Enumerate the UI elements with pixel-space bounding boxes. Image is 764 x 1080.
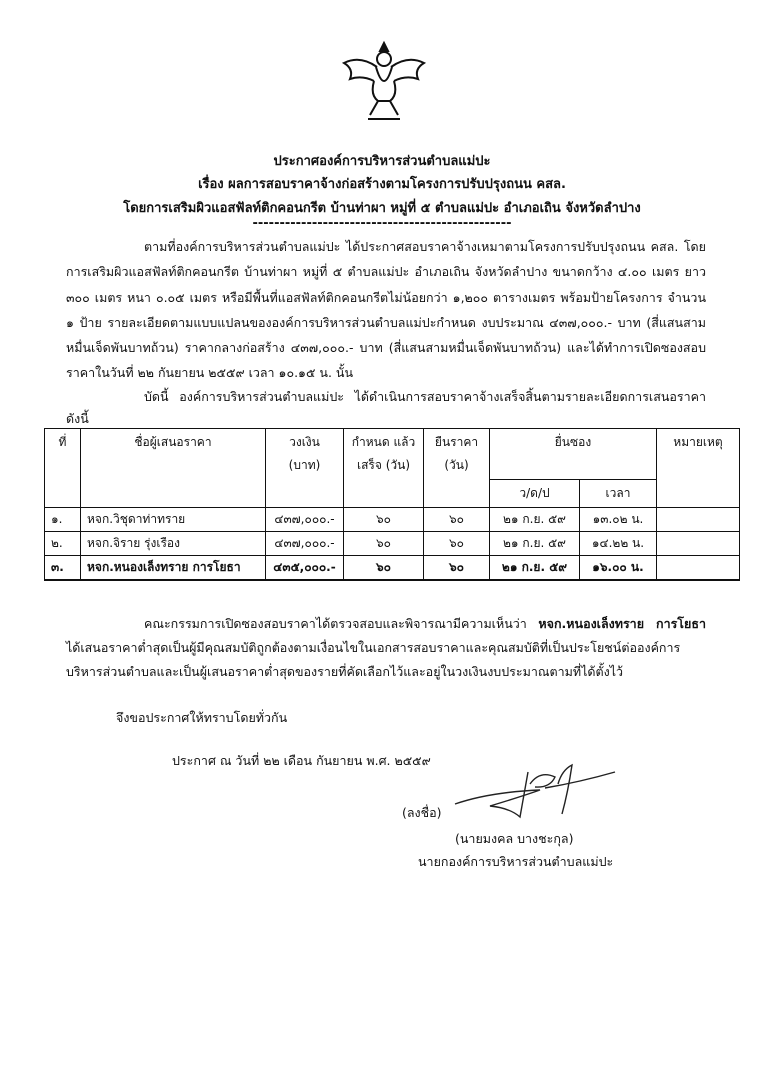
announcement-date: ประกาศ ณ วันที่ ๒๒ เดือน กันยายน พ.ศ. ๒๕๕๙: [172, 753, 431, 768]
conclusion-paragraph: [66, 612, 706, 684]
cell-no: ๓.: [45, 556, 81, 581]
header-location: โดยการเสริมผิวแอสฟัลท์ติกคอนกรีต บ้านท่าผา หมู่ที่ ๕ ตำบลแม่ปะ อำเภอเถิน จังหวัดลำปาง: [123, 201, 641, 216]
header-divider: ------------------------------------------------: [252, 216, 512, 231]
result-paragraph: [66, 386, 706, 430]
cell-validity: ๖๐: [424, 532, 490, 556]
header-amount: วงเงิน (บาท): [266, 429, 344, 508]
cell-validity: ๖๐: [424, 556, 490, 581]
conclusion-pre: คณะกรรมการเปิดซองสอบราคาได้ตรวจสอบและพิจารณามีความเห็นว่า: [144, 616, 539, 631]
header-subject: เรื่อง ผลการสอบราคาจ้างก่อสร้างตามโครงการปรับปรุงถนน คสล.: [198, 177, 566, 192]
cell-amount: ๔๓๕,๐๐๐.-: [266, 556, 344, 581]
signer-name: (นายมงคล บางชะกุล): [455, 831, 574, 846]
conclusion-post: ได้เสนอราคาต่ำสุดเป็นผู้มีคุณสมบัติถูกต้องตามเงื่อนไขในเอกสารสอบราคาและคุณสมบัติที่เป็นประโยชน์ต่อองค์การบริหารส่วนตำบลและเป็นผู้เสนอราคาต่ำสุดของรายที่คัดเลือกไว้และอยู่ในวงเงินงบประมาณตามที่ได้ตั้งไว้: [66, 640, 681, 679]
intro-text: ตามที่องค์การบริหารส่วนตำบลแม่ปะ ได้ประกาศสอบราคาจ้างเหมาตามโครงการปรับปรุงถนน คสล. โดยการเสริมผิวแอสฟัลท์ติกคอนกรีต บ้านท่าผา หมู่ที่ ๕ ตำบลแม่ปะ อำเภอเถิน จังหวัดลำปาง ขนาดกว้าง ๔.๐๐ เมตร ยาว ๓๐๐ เมตร หนา ๐.๐๕ เมตร หรือมีพื้นที่แอสฟัลท์ติกคอนกรีตไม่น้อยกว่า ๑,๒๐๐ ตารางเมตร พร้อมป้ายโครงการ จำนวน ๑ ป้าย รายละเอียดตามแบบแปลนขององค์การบริหารส่วนตำบลแม่ปะกำหนด งบประมาณ ๔๓๗,๐๐๐.- บาท (สี่แสนสามหมื่นเจ็ดพันบาทถ้วน) ราคากลางก่อสร้าง ๔๓๗,๐๐๐.- บาท (สี่แสนสามหมื่นเจ็ดพันบาทถ้วน) และได้ทำการเปิดซองสอบราคาในวันที่ ๒๒ กันยายน ๒๕๕๙ เวลา ๑๐.๑๕ น. นั้น: [66, 239, 706, 381]
cell-date: ๒๑ ก.ย. ๕๙: [490, 556, 580, 581]
cell-time: ๑๔.๒๒ น.: [580, 532, 657, 556]
cell-bidder: หจก.วิชุดาท่าทราย: [81, 508, 266, 532]
table-row: [45, 508, 740, 532]
signature: [450, 762, 620, 822]
header-deadline: กำหนด แล้วเสร็จ (วัน): [344, 429, 424, 508]
signature-label: (ลงชื่อ): [402, 805, 442, 820]
cell-date: ๒๑ ก.ย. ๕๙: [490, 532, 580, 556]
header-line-1: ประกาศองค์การบริหารส่วนตำบลแม่ปะ: [273, 154, 491, 169]
cell-deadline: ๖๐: [344, 508, 424, 532]
cell-time: ๑๓.๐๒ น.: [580, 508, 657, 532]
cell-amount: ๔๓๗,๐๐๐.-: [266, 508, 344, 532]
header-submission: ยื่นซอง: [490, 429, 657, 480]
closing-text: จึงขอประกาศให้ทราบโดยทั่วกัน: [116, 710, 288, 725]
cell-date: ๒๑ ก.ย. ๕๙: [490, 508, 580, 532]
cell-amount: ๔๓๗,๐๐๐.-: [266, 532, 344, 556]
cell-no: ๑.: [45, 508, 81, 532]
cell-validity: ๖๐: [424, 508, 490, 532]
cell-time: ๑๖.๐๐ น.: [580, 556, 657, 581]
garuda-emblem: [340, 35, 428, 125]
signer-position: นายกองค์การบริหารส่วนตำบลแม่ปะ: [418, 854, 614, 869]
header-time: เวลา: [580, 480, 657, 508]
result-text: บัดนี้ องค์การบริหารส่วนตำบลแม่ปะ ได้ดำเนินการสอบราคาจ้างเสร็จสิ้นตามรายละเอียดการเสนอราคา ดังนี้: [66, 389, 706, 426]
header-date: ว/ด/ป: [490, 480, 580, 508]
header-no: ที่: [45, 429, 81, 508]
cell-remark: [657, 556, 740, 581]
header-validity: ยืนราคา (วัน): [424, 429, 490, 508]
cell-bidder: หจก.จิราย รุ่งเรือง: [81, 532, 266, 556]
intro-paragraph: [66, 234, 706, 386]
header-remark: หมายเหตุ: [657, 429, 740, 508]
header-bidder: ชื่อผู้เสนอราคา: [81, 429, 266, 508]
cell-deadline: ๖๐: [344, 532, 424, 556]
cell-remark: [657, 508, 740, 532]
cell-deadline: ๖๐: [344, 556, 424, 581]
bid-results-table: [44, 428, 740, 581]
cell-remark: [657, 532, 740, 556]
cell-no: ๒.: [45, 532, 81, 556]
table-row-winner: [45, 556, 740, 581]
cell-bidder: หจก.หนองเล็งทราย การโยธา: [81, 556, 266, 581]
table-row: [45, 532, 740, 556]
winner-name: หจก.หนองเล็งทราย การโยธา: [538, 616, 706, 631]
